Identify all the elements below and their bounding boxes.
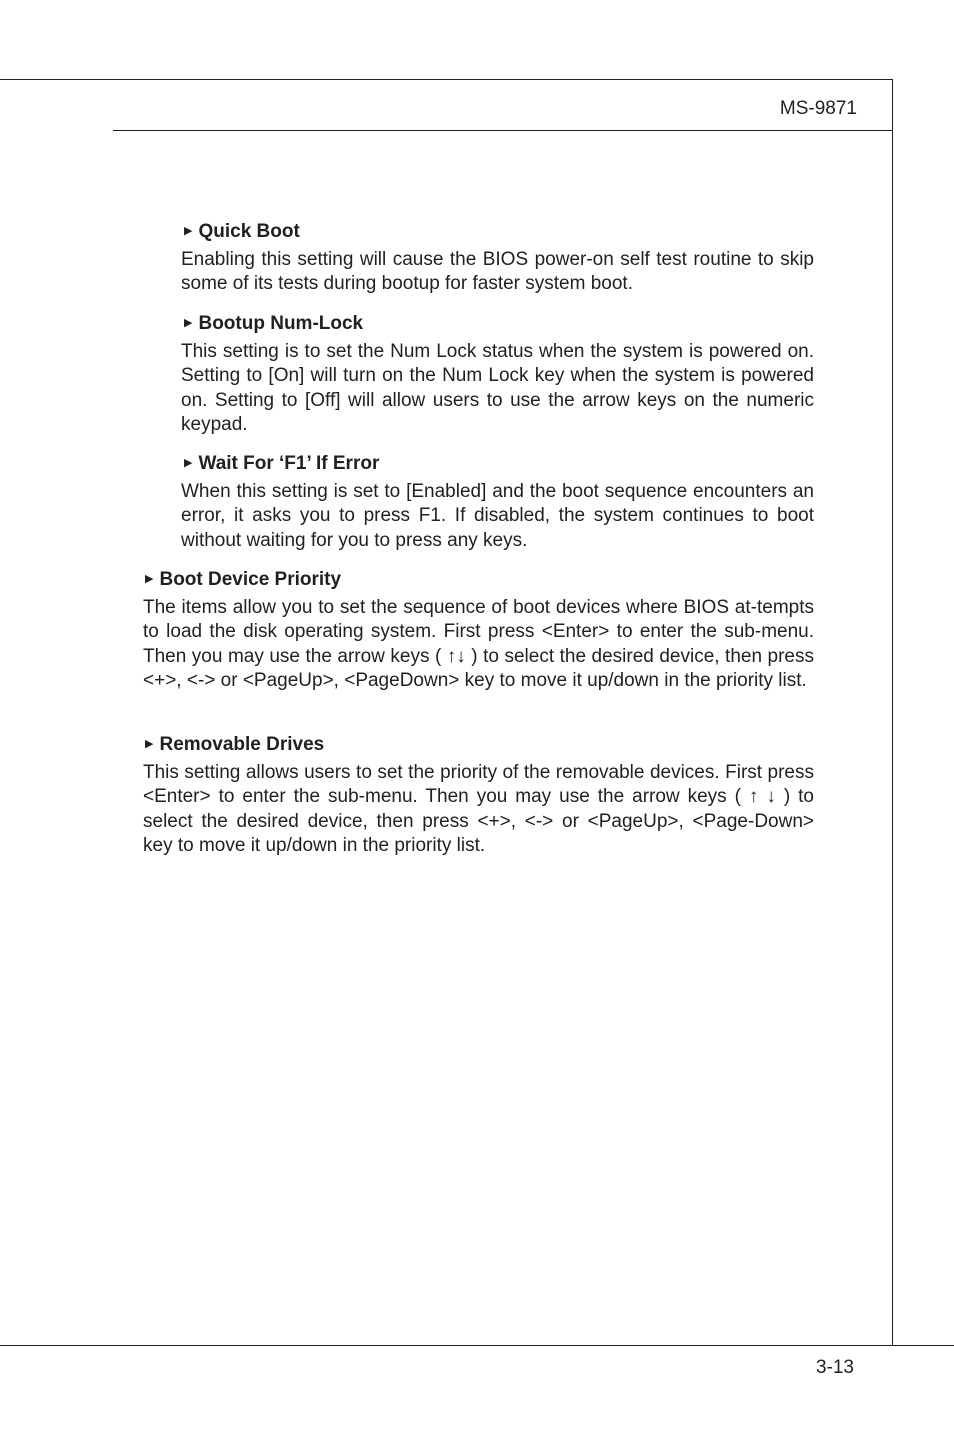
section-title: Wait For ‘F1’ If Error: [198, 453, 380, 474]
section-title: Bootup Num-Lock: [198, 313, 364, 334]
page-number: 3-13: [815, 1357, 854, 1378]
section-title: Quick Boot: [198, 221, 300, 242]
section-title: Boot Device Priority: [159, 569, 342, 590]
header-rule: [113, 130, 893, 131]
triangle-bullet-icon: ▶: [184, 317, 193, 329]
section-body: This setting is to set the Num Lock status when the system is powered on. Setting to [On] will turn on the Num Lock key when the system is powered on. Setting to [Off] will allow users to use the arrow keys on the numeric keypad.: [181, 341, 814, 436]
triangle-bullet-icon: ▶: [184, 225, 193, 237]
bottom-rule: [0, 1345, 954, 1346]
section-bootup-num-lock: [181, 311, 814, 438]
triangle-bullet-icon: ▶: [145, 573, 154, 585]
section-removable-drives: [143, 732, 814, 859]
section-body: The items allow you to set the sequence of boot devices where BIOS at-tempts to load the disk operating system. First press <Enter> to enter the sub-menu. Then you may use the arrow keys ( ↑↓ ) to select the desired device, then press <+>, <-> or <PageUp>, <PageDown> key to move it up/down in the priority list.: [143, 597, 814, 692]
section-title: Removable Drives: [159, 734, 325, 755]
top-rule: [0, 79, 893, 80]
model-number: MS-9871: [779, 98, 857, 119]
triangle-bullet-icon: ▶: [184, 457, 193, 469]
section-body: This setting allows users to set the priority of the removable devices. First press <Enter> to enter the sub-menu. Then you may use the arrow keys ( ↑ ↓ ) to select the desired device, then press <+>, <-> or <PageUp>, <Page-Down> key to move it up/down in the priority list.: [143, 762, 814, 857]
section-quick-boot: [181, 219, 814, 297]
section-boot-device-priority: [143, 567, 814, 694]
section-wait-for-f1: [181, 451, 814, 553]
triangle-bullet-icon: ▶: [145, 738, 154, 750]
section-body: When this setting is set to [Enabled] and the boot sequence encounters an error, it asks you to press F1. If disabled, the system continues to boot without waiting for you to press any keys.: [181, 481, 814, 551]
section-body: Enabling this setting will cause the BIOS power-on self test routine to skip some of its tests during bootup for faster system boot.: [181, 249, 814, 295]
side-rule: [892, 79, 893, 1346]
